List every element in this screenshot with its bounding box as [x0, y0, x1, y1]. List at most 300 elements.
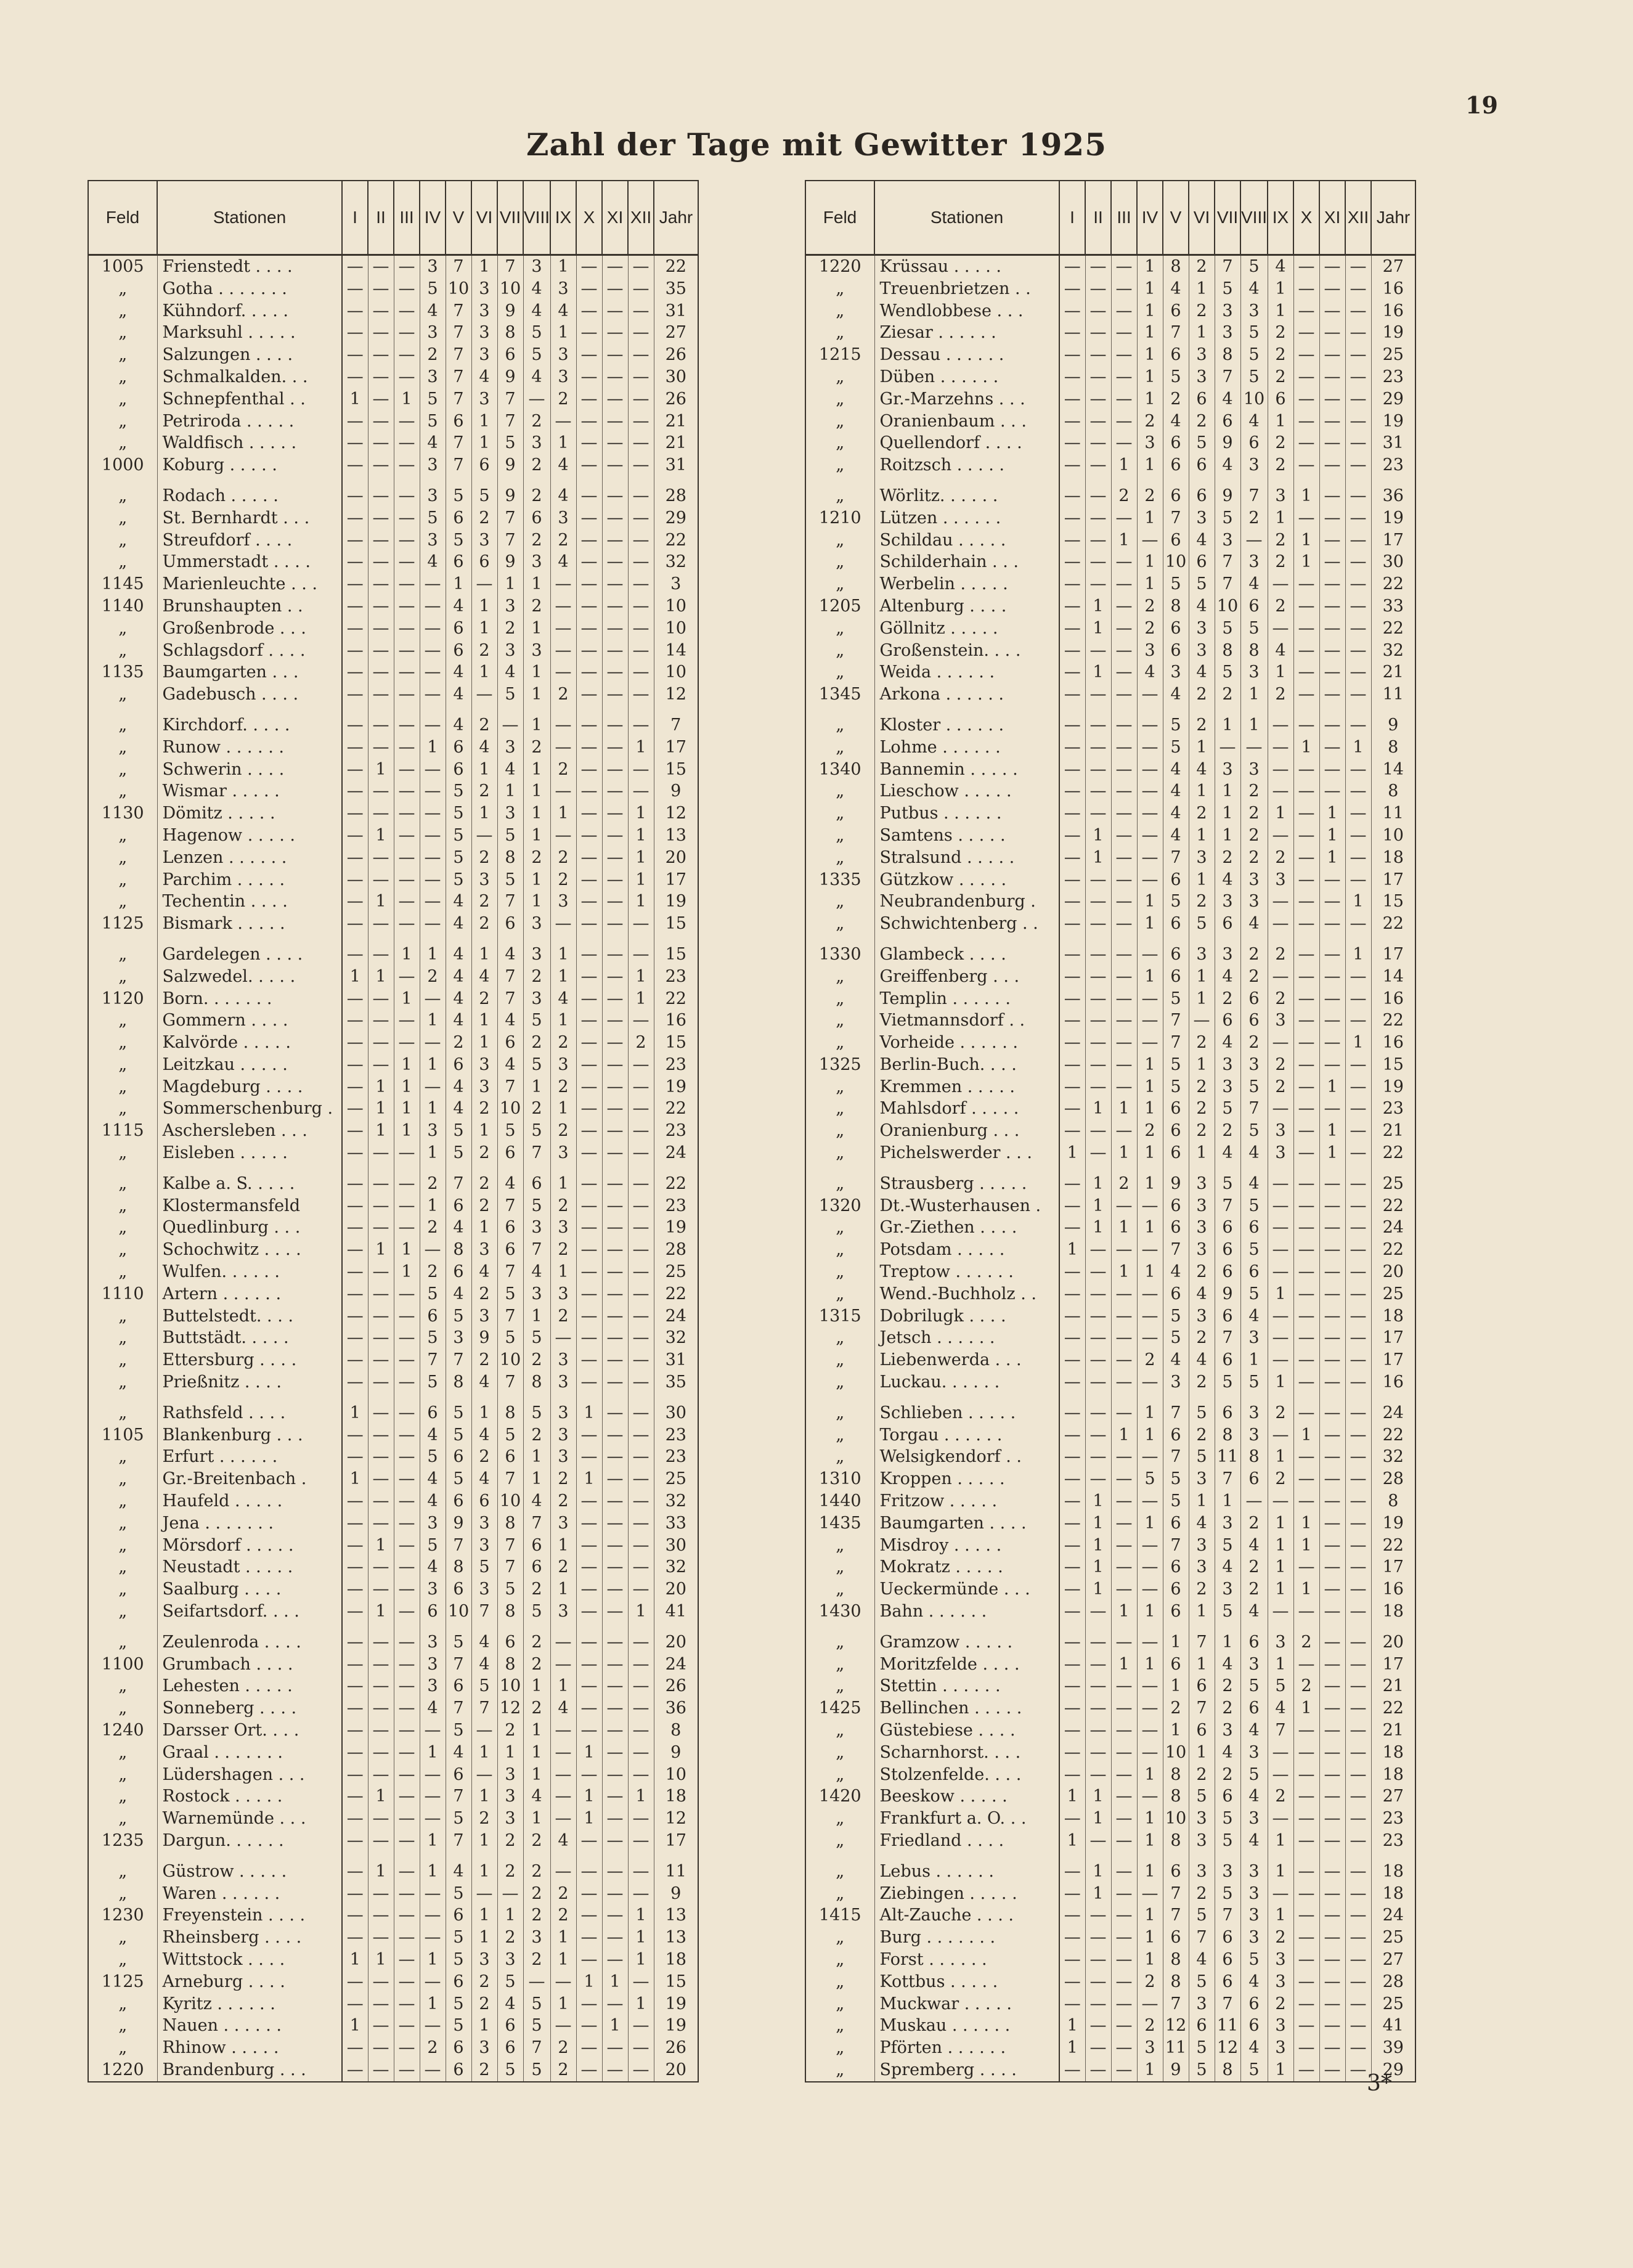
month-value-cell: — [1319, 988, 1345, 1010]
month-value-cell: 4 [1215, 1556, 1240, 1578]
station-name-cell: Brunshaupten . . [157, 595, 342, 618]
month-value-cell: — [1111, 1446, 1137, 1468]
month-value-cell: — [628, 551, 654, 573]
month-value-cell: 3 [1137, 432, 1163, 454]
month-value-cell: — [1059, 847, 1085, 869]
month-value-cell: — [1293, 1371, 1319, 1393]
month-value-cell: — [1111, 869, 1137, 891]
month-value-cell: 1 [1240, 1349, 1268, 1371]
month-value-cell: 5 [1215, 1535, 1240, 1557]
year-total-cell: 18 [1371, 1305, 1415, 1328]
month-value-cell: 6 [523, 1556, 550, 1578]
month-value-cell: 1 [394, 1054, 420, 1076]
month-value-cell: — [342, 683, 368, 706]
header-month: V [1163, 181, 1189, 255]
month-value-cell: — [1345, 1142, 1371, 1164]
month-value-cell: 1 [1137, 1164, 1163, 1195]
month-value-cell: — [368, 1578, 394, 1601]
month-value-cell: — [368, 507, 394, 529]
feld-cell: „ [88, 1446, 157, 1468]
month-value-cell: 1 [550, 1535, 576, 1557]
month-value-cell: 5 [446, 802, 471, 825]
month-value-cell: — [420, 1904, 446, 1927]
month-value-cell: — [602, 1010, 628, 1032]
month-value-cell: — [1319, 1468, 1345, 1490]
feld-cell: „ [805, 1927, 874, 1949]
month-value-cell: 2 [550, 1305, 576, 1328]
month-value-cell: 1 [1163, 1623, 1189, 1654]
month-value-cell: 2 [550, 1120, 576, 1142]
month-value-cell: 4 [1215, 454, 1240, 476]
month-value-cell: 3 [497, 802, 523, 825]
month-value-cell: 2 [550, 1904, 576, 1927]
month-value-cell: 6 [1163, 1654, 1189, 1676]
month-value-cell: — [1059, 683, 1085, 706]
month-value-cell: 1 [1085, 1535, 1111, 1557]
feld-cell: „ [88, 640, 157, 662]
month-value-cell: 7 [446, 1830, 471, 1852]
month-value-cell: 6 [471, 1490, 497, 1512]
month-value-cell: — [576, 891, 602, 913]
month-value-cell: — [628, 640, 654, 662]
month-value-cell: 2 [497, 1852, 523, 1883]
month-value-cell: — [342, 551, 368, 573]
table-row [88, 618, 698, 640]
month-value-cell: — [1319, 1927, 1345, 1949]
month-value-cell: 1 [368, 1076, 394, 1098]
month-value-cell: 6 [1215, 1010, 1240, 1032]
month-value-cell: 1 [471, 1010, 497, 1032]
month-value-cell: 6 [1163, 300, 1189, 322]
month-value-cell: — [1137, 1371, 1163, 1393]
month-value-cell: — [1085, 1697, 1111, 1719]
month-value-cell: 4 [446, 706, 471, 736]
month-value-cell: 1 [497, 780, 523, 802]
month-value-cell: — [1111, 1076, 1137, 1098]
month-value-cell: — [368, 1424, 394, 1446]
feld-cell: „ [805, 432, 874, 454]
month-value-cell: 8 [497, 1512, 523, 1535]
month-value-cell: — [1085, 1305, 1111, 1328]
month-value-cell: 3 [1240, 869, 1268, 891]
month-value-cell: — [342, 825, 368, 847]
month-value-cell: — [368, 1305, 394, 1328]
month-value-cell: 1 [550, 1675, 576, 1697]
month-value-cell: — [1293, 1949, 1319, 1971]
month-value-cell: 10 [446, 278, 471, 300]
month-value-cell: — [1059, 1556, 1085, 1578]
month-value-cell: 7 [497, 1371, 523, 1393]
month-value-cell: — [1293, 869, 1319, 891]
month-value-cell: 3 [1240, 1927, 1268, 1949]
month-value-cell: 4 [446, 1010, 471, 1032]
month-value-cell: — [1319, 935, 1345, 966]
month-value-cell: — [1085, 410, 1111, 433]
month-value-cell: 5 [446, 869, 471, 891]
month-value-cell: 2 [1268, 529, 1293, 552]
month-value-cell: — [602, 410, 628, 433]
feld-cell: „ [88, 1623, 157, 1654]
feld-cell: „ [88, 529, 157, 552]
month-value-cell: — [1293, 1904, 1319, 1927]
table-row [805, 1142, 1415, 1164]
station-name-cell: Ueckermünde . . . [874, 1578, 1059, 1601]
month-value-cell: — [576, 344, 602, 366]
month-value-cell: — [368, 410, 394, 433]
table-row [805, 1217, 1415, 1239]
month-value-cell: 3 [1189, 344, 1215, 366]
month-value-cell: — [602, 1195, 628, 1217]
feld-cell: „ [805, 913, 874, 935]
station-name-cell: Baumgarten . . . . [874, 1512, 1059, 1535]
feld-cell: 1215 [805, 344, 874, 366]
month-value-cell: — [1293, 300, 1319, 322]
station-name-cell: Friedland . . . . [874, 1830, 1059, 1852]
month-value-cell: — [368, 1261, 394, 1283]
month-value-cell: — [368, 1830, 394, 1852]
month-value-cell: 1 [1163, 1675, 1189, 1697]
month-value-cell: — [628, 1217, 654, 1239]
month-value-cell: — [394, 869, 420, 891]
month-value-cell: 3 [497, 640, 523, 662]
year-total-cell: 18 [1371, 1742, 1415, 1764]
month-value-cell: — [576, 759, 602, 781]
month-value-cell: 8 [446, 1556, 471, 1578]
month-value-cell: 10 [497, 1349, 523, 1371]
month-value-cell: 6 [1215, 410, 1240, 433]
month-value-cell: — [628, 1490, 654, 1512]
station-name-cell: Nauen . . . . . . [157, 2015, 342, 2037]
month-value-cell: 2 [1189, 1327, 1215, 1349]
month-value-cell: 6 [1240, 2015, 1268, 2037]
month-value-cell: 5 [1137, 1468, 1163, 1490]
month-value-cell: 5 [1163, 736, 1189, 759]
month-value-cell: — [550, 1808, 576, 1830]
month-value-cell: 3 [523, 1283, 550, 1305]
station-name-cell: Kalbe a. S. . . . . [157, 1164, 342, 1195]
month-value-cell: 1 [342, 1949, 368, 1971]
month-value-cell: 6 [420, 1393, 446, 1424]
month-value-cell: — [1319, 344, 1345, 366]
month-value-cell: — [1059, 913, 1085, 935]
month-value-cell: — [576, 1076, 602, 1098]
station-name-cell: Haufeld . . . . . [157, 1490, 342, 1512]
month-value-cell: — [342, 1098, 368, 1120]
month-value-cell: — [1293, 1142, 1319, 1164]
month-value-cell: — [394, 2037, 420, 2059]
month-value-cell: — [602, 1535, 628, 1557]
month-value-cell: — [1268, 1808, 1293, 1830]
month-value-cell: — [1293, 507, 1319, 529]
month-value-cell: — [1059, 1654, 1085, 1676]
year-total-cell: 27 [1371, 1785, 1415, 1808]
month-value-cell: — [394, 1142, 420, 1164]
month-value-cell: 5 [420, 1446, 446, 1468]
month-value-cell: 1 [1293, 1535, 1319, 1557]
month-value-cell: 1 [1293, 476, 1319, 507]
month-value-cell: — [420, 1808, 446, 1830]
feld-cell: „ [805, 388, 874, 410]
feld-cell: „ [805, 618, 874, 640]
month-value-cell: — [394, 322, 420, 344]
month-value-cell: — [1085, 1764, 1111, 1786]
month-value-cell: 2 [550, 759, 576, 781]
month-value-cell: 3 [1240, 759, 1268, 781]
month-value-cell: 7 [471, 1697, 497, 1719]
month-value-cell: 7 [446, 322, 471, 344]
month-value-cell: — [602, 300, 628, 322]
month-value-cell: 3 [471, 1054, 497, 1076]
month-value-cell: 7 [1215, 366, 1240, 388]
month-value-cell: 7 [1163, 507, 1189, 529]
station-name-cell: Quedlinburg . . . [157, 1217, 342, 1239]
month-value-cell: — [1268, 1601, 1293, 1623]
header-stationen: Stationen [874, 181, 1059, 255]
feld-cell: „ [88, 1142, 157, 1164]
month-value-cell: — [1345, 1195, 1371, 1217]
month-value-cell: — [602, 1349, 628, 1371]
station-name-cell: Wörlitz. . . . . . [874, 476, 1059, 507]
month-value-cell: — [1085, 507, 1111, 529]
year-total-cell: 13 [654, 1904, 698, 1927]
header-jahr: Jahr [654, 181, 698, 255]
month-value-cell: 4 [550, 551, 576, 573]
month-value-cell: 2 [471, 913, 497, 935]
feld-cell: 1205 [805, 595, 874, 618]
feld-cell: „ [88, 1785, 157, 1808]
table-row [88, 1468, 698, 1490]
station-name-cell: Krüssau . . . . . [874, 255, 1059, 278]
month-value-cell: — [394, 1971, 420, 1993]
station-name-cell: Kirchdorf. . . . . [157, 706, 342, 736]
feld-cell: „ [88, 1054, 157, 1076]
year-total-cell: 11 [1371, 802, 1415, 825]
month-value-cell: 2 [1268, 683, 1293, 706]
month-value-cell: 2 [471, 1098, 497, 1120]
month-value-cell: 3 [471, 2037, 497, 2059]
month-value-cell: 7 [1163, 1535, 1189, 1557]
month-value-cell: — [1293, 1239, 1319, 1261]
month-value-cell: — [1345, 2037, 1371, 2059]
table-row [805, 410, 1415, 433]
month-value-cell: — [342, 1993, 368, 2015]
month-value-cell: — [1059, 573, 1085, 595]
month-value-cell: — [602, 454, 628, 476]
month-value-cell: — [1319, 454, 1345, 476]
table-row [805, 1785, 1415, 1808]
month-value-cell: — [602, 1261, 628, 1283]
month-value-cell: 2 [523, 476, 550, 507]
month-value-cell: — [628, 683, 654, 706]
table-row [88, 1327, 698, 1349]
year-total-cell: 21 [1371, 1719, 1415, 1742]
month-value-cell: 7 [523, 1142, 550, 1164]
month-value-cell: 2 [550, 388, 576, 410]
feld-cell: „ [88, 1327, 157, 1349]
month-value-cell: — [1268, 780, 1293, 802]
month-value-cell: 7 [1163, 1883, 1189, 1905]
table-row [88, 1120, 698, 1142]
month-value-cell: 1 [420, 1852, 446, 1883]
station-name-cell: Streufdorf . . . . [157, 529, 342, 552]
month-value-cell: 2 [550, 1883, 576, 1905]
station-name-cell: Großenbrode . . . [157, 618, 342, 640]
month-value-cell: 5 [420, 410, 446, 433]
feld-cell: „ [805, 1032, 874, 1054]
month-value-cell: 3 [1215, 935, 1240, 966]
month-value-cell: — [1319, 1393, 1345, 1424]
month-value-cell: 5 [1240, 1764, 1268, 1786]
month-value-cell: 5 [1240, 1076, 1268, 1098]
month-value-cell: 1 [628, 891, 654, 913]
table-row [805, 736, 1415, 759]
month-value-cell: 1 [1111, 454, 1137, 476]
month-value-cell: — [1111, 706, 1137, 736]
month-value-cell: — [1345, 1949, 1371, 1971]
feld-cell: „ [805, 780, 874, 802]
month-value-cell: — [628, 1164, 654, 1195]
month-value-cell: 7 [1215, 1904, 1240, 1927]
month-value-cell: — [602, 1468, 628, 1490]
month-value-cell: 1 [628, 1949, 654, 1971]
month-value-cell: 2 [523, 1830, 550, 1852]
feld-cell: „ [805, 1742, 874, 1764]
month-value-cell: 3 [523, 255, 550, 278]
month-value-cell: 2 [1137, 2015, 1163, 2037]
month-value-cell: — [576, 683, 602, 706]
month-value-cell: — [576, 1927, 602, 1949]
station-name-cell: Sonneberg . . . . [157, 1697, 342, 1719]
station-name-cell: Rheinsberg . . . . [157, 1927, 342, 1949]
month-value-cell: 7 [497, 1468, 523, 1490]
table-row [88, 759, 698, 781]
month-value-cell: 3 [1215, 1852, 1240, 1883]
month-value-cell: — [1345, 300, 1371, 322]
month-value-cell: — [1268, 1164, 1293, 1195]
month-value-cell: 7 [1163, 1032, 1189, 1054]
month-value-cell: — [1345, 1993, 1371, 2015]
year-total-cell: 17 [1371, 1349, 1415, 1371]
month-value-cell: — [628, 573, 654, 595]
month-value-cell: — [1345, 388, 1371, 410]
month-value-cell: 2 [1268, 551, 1293, 573]
feld-cell: 1140 [88, 595, 157, 618]
year-total-cell: 23 [654, 966, 698, 988]
month-value-cell: 5 [446, 1393, 471, 1424]
month-value-cell: 1 [523, 618, 550, 640]
month-value-cell: 5 [497, 1424, 523, 1446]
table-row [805, 1371, 1415, 1393]
month-value-cell: — [1319, 2015, 1345, 2037]
month-value-cell: 6 [1163, 640, 1189, 662]
month-value-cell: — [394, 1424, 420, 1446]
year-total-cell: 19 [1371, 322, 1415, 344]
month-value-cell: 6 [1163, 913, 1189, 935]
month-value-cell: 2 [1215, 847, 1240, 869]
table-row [88, 1764, 698, 1786]
month-value-cell: — [1293, 1120, 1319, 1142]
month-value-cell: 2 [471, 1808, 497, 1830]
year-total-cell: 19 [654, 891, 698, 913]
month-value-cell: 7 [497, 255, 523, 278]
month-value-cell: 1 [628, 1927, 654, 1949]
month-value-cell: — [1345, 1468, 1371, 1490]
month-value-cell: — [342, 1742, 368, 1764]
month-value-cell: — [1085, 366, 1111, 388]
month-value-cell: 1 [576, 1808, 602, 1830]
month-value-cell: 1 [1189, 1490, 1215, 1512]
month-value-cell: — [576, 1993, 602, 2015]
month-value-cell: 4 [550, 1697, 576, 1719]
month-value-cell: 2 [1189, 1371, 1215, 1393]
month-value-cell: 6 [471, 551, 497, 573]
month-value-cell: 2 [1268, 1927, 1293, 1949]
month-value-cell: — [342, 1076, 368, 1098]
month-value-cell: 1 [1215, 780, 1240, 802]
month-value-cell: — [1268, 618, 1293, 640]
year-total-cell: 18 [1371, 1883, 1415, 1905]
month-value-cell: 4 [420, 432, 446, 454]
month-value-cell: 7 [446, 1164, 471, 1195]
header-month: X [1293, 181, 1319, 255]
month-value-cell: 6 [1240, 1697, 1268, 1719]
month-value-cell: 1 [1319, 1120, 1345, 1142]
month-value-cell: — [1059, 507, 1085, 529]
month-value-cell: — [420, 1032, 446, 1054]
station-name-cell: Gr.-Ziethen . . . . [874, 1217, 1059, 1239]
month-value-cell: — [394, 1675, 420, 1697]
month-value-cell: — [342, 618, 368, 640]
month-value-cell: 1 [368, 1852, 394, 1883]
month-value-cell: — [1059, 759, 1085, 781]
month-value-cell: — [1111, 1675, 1137, 1697]
month-value-cell: 4 [471, 1623, 497, 1654]
month-value-cell: 6 [497, 1623, 523, 1654]
month-value-cell: 2 [523, 529, 550, 552]
month-value-cell: — [1059, 1512, 1085, 1535]
month-value-cell: — [1059, 300, 1085, 322]
table-row [805, 1852, 1415, 1883]
year-total-cell: 29 [654, 507, 698, 529]
month-value-cell: — [1293, 802, 1319, 825]
month-value-cell: — [576, 1654, 602, 1676]
month-value-cell: 6 [1163, 1098, 1189, 1120]
month-value-cell: — [602, 1239, 628, 1261]
table-row [88, 706, 698, 736]
table-row [805, 1490, 1415, 1512]
month-value-cell: 6 [1163, 1120, 1189, 1142]
year-total-cell: 32 [1371, 1446, 1415, 1468]
month-value-cell: 4 [446, 966, 471, 988]
month-value-cell: — [342, 1371, 368, 1393]
table-row [805, 454, 1415, 476]
month-value-cell: 5 [446, 476, 471, 507]
month-value-cell: — [1085, 1719, 1111, 1742]
month-value-cell: — [394, 1349, 420, 1371]
month-value-cell: — [368, 780, 394, 802]
month-value-cell: — [576, 1195, 602, 1217]
header-month: II [1085, 181, 1111, 255]
table-row [88, 1904, 698, 1927]
month-value-cell: 1 [628, 802, 654, 825]
month-value-cell: 2 [550, 1468, 576, 1490]
month-value-cell: — [1059, 736, 1085, 759]
month-value-cell: — [394, 802, 420, 825]
table-row [805, 1468, 1415, 1490]
station-name-cell: Erfurt . . . . . . [157, 1446, 342, 1468]
month-value-cell: 1 [1137, 913, 1163, 935]
month-value-cell: — [602, 706, 628, 736]
